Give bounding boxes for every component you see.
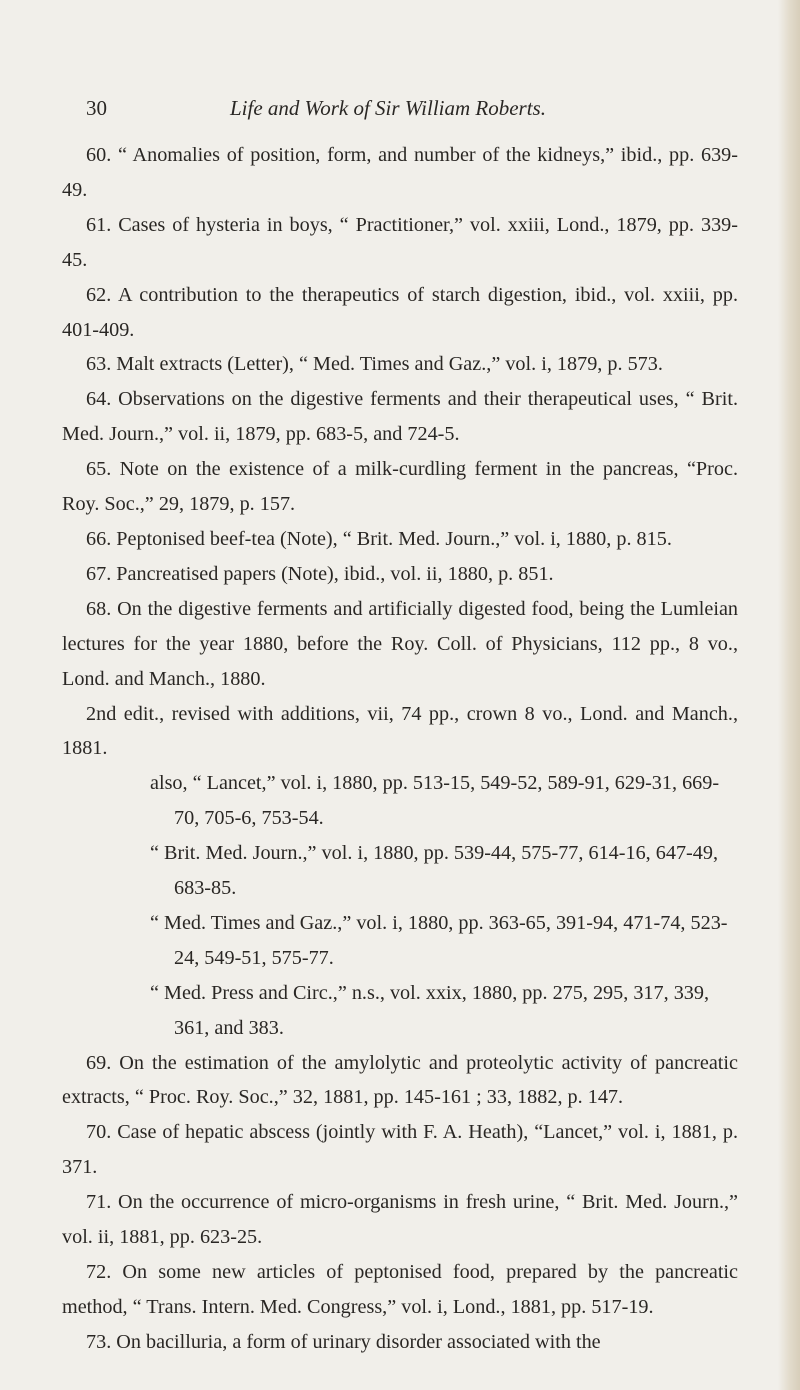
entry-68: 68. On the digestive ferments and artificially digested food, being the Lumleian lectures for the year 1880, before the Roy. Coll. of Physicians, 112 pp., 8 vo., Lond. and Manch., 1880.	[62, 597, 738, 690]
entry-73: 73. On bacilluria, a form of urinary disorder associated with the	[86, 1330, 601, 1353]
entry-62: 62. A contribution to the therapeutics of starch digestion, ibid., vol. xxiii, pp. 401-409.	[62, 283, 738, 341]
entry-70: 70. Case of hepatic abscess (jointly with F. A. Heath), “Lancet,” vol. i, 1881, p. 371.	[62, 1121, 738, 1179]
entry-65: 65. Note on the existence of a milk-curdling ferment in the pancreas, “Proc. Roy. Soc.,” 29, 1879, p. 157.	[62, 458, 738, 516]
entry-68-med-times: “ Med. Times and Gaz.,” vol. i, 1880, pp. 363-65, 391-94, 471-74, 523-24, 549-51, 575-77.	[150, 911, 728, 969]
entry-61: 61. Cases of hysteria in boys, “ Practitioner,” vol. xxiii, Lond., 1879, pp. 339-45.	[62, 213, 738, 271]
entry-69: 69. On the estimation of the amylolytic and proteolytic activity of pancreatic extracts, “ Proc. Roy. Soc.,” 32, 1881, pp. 145-161 ; 33, 1882, p. 147.	[62, 1051, 738, 1109]
page-edge-shadow	[778, 0, 800, 1390]
entry-63: 63. Malt extracts (Letter), “ Med. Times and Gaz.,” vol. i, 1879, p. 573.	[86, 353, 663, 376]
entry-68-also-lancet: also, “ Lancet,” vol. i, 1880, pp. 513-15, 549-52, 589-91, 629-31, 669-70, 705-6, 753-54.	[150, 772, 720, 830]
page-number: 30	[86, 96, 107, 120]
entry-66: 66. Peptonised beef-tea (Note), “ Brit. Med. Journ.,” vol. i, 1880, p. 815.	[86, 527, 672, 550]
entry-71: 71. On the occurrence of micro-organisms in fresh urine, “ Brit. Med. Journ.,” vol. ii, 1881, pp. 623-25.	[62, 1191, 738, 1249]
entry-68-med-press: “ Med. Press and Circ.,” n.s., vol. xxix, 1880, pp. 275, 295, 317, 339, 361, and 383.	[150, 981, 710, 1039]
running-title: Life and Work of Sir William Roberts.	[230, 96, 546, 120]
entry-67: 67. Pancreatised papers (Note), ibid., vol. ii, 1880, p. 851.	[86, 562, 554, 585]
bibliography-list	[62, 138, 738, 1360]
page-header	[86, 96, 746, 126]
entry-60: 60. “ Anomalies of position, form, and number of the kidneys,” ibid., pp. 639-49.	[62, 144, 738, 201]
entry-72: 72. On some new articles of peptonised food, prepared by the pancreatic method, “ Trans. Intern. Med. Congress,” vol. i, Lond., 1881, pp. 517-19.	[62, 1261, 738, 1318]
entry-68-brit-med: “ Brit. Med. Journ.,” vol. i, 1880, pp. 539-44, 575-77, 614-16, 647-49, 683-85.	[150, 842, 719, 900]
entry-64: 64. Observations on the digestive ferments and their therapeutical uses, “ Brit. Med. Journ.,” vol. ii, 1879, pp. 683-5, and 724-5.	[62, 388, 738, 446]
entry-68-second-edition: 2nd edit., revised with additions, vii, 74 pp., crown 8 vo., Lond. and Manch., 1881.	[62, 702, 738, 760]
